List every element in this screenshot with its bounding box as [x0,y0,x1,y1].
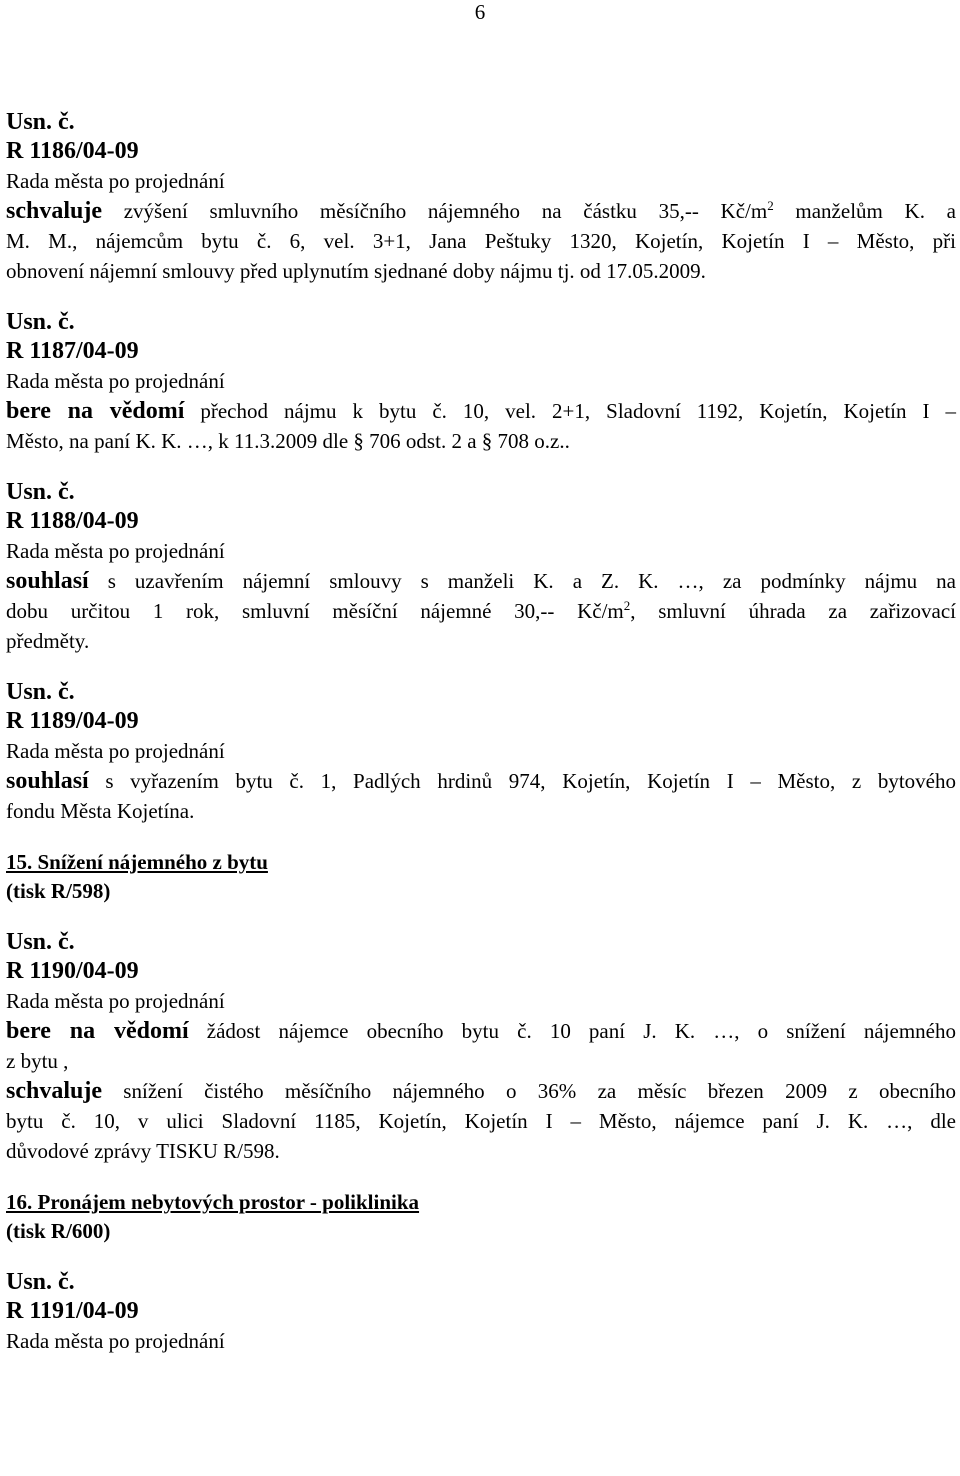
resolution-keyword: schvaluje [6,198,102,224]
resolution-keyword: souhlasí [6,568,89,594]
resolution-text-line: Město, na paní K. K. …, k 11.3.2009 dle § 706 odst. 2 a § 708 o.z.. [6,429,570,453]
usn-label: Usn. č. [6,929,75,955]
resolution-text-line: souhlasí s vyřazením bytu č. 1, Padlých hrdinů 974, Kojetín, Kojetín I – Město, z bytového [6,768,956,794]
section-title: 15. Snížení nájemného z bytu [6,850,268,874]
council-intro: Rada města po projednání [6,739,225,763]
usn-label: Usn. č. [6,1269,75,1295]
resolution-text-line: důvodové zprávy TISKU R/598. [6,1139,280,1163]
usn-label: Usn. č. [6,479,75,505]
document-body [6,108,956,1356]
resolution-number: R 1188/04-09 [6,508,139,534]
council-intro: Rada města po projednání [6,539,225,563]
resolution-block-1191 [6,1268,956,1356]
usn-label: Usn. č. [6,679,75,705]
resolution-text-line: bere na vědomí přechod nájmu k bytu č. 10, vel. 2+1, Sladovní 1192, Kojetín, Kojetín I – [6,398,956,424]
resolution-block-1186 [6,108,956,286]
resolution-text-line: fondu Města Kojetína. [6,799,195,823]
resolution-text-line: dobu určitou 1 rok, smluvní měsíční nájemné 30,-- $Kč/m^2$, smluvní úhrada za zařizovací [6,598,956,623]
resolution-number: R 1186/04-09 [6,138,139,164]
resolution-block-1190 [6,928,956,1166]
section-tisk: (tisk R/600) [6,1219,111,1243]
resolution-text-line: schvaluje snížení čistého měsíčního nájemného o 36% za měsíc březen 2009 z obecního [6,1078,956,1104]
resolution-number: R 1189/04-09 [6,708,139,734]
resolution-text-line: bytu č. 10, v ulici Sladovní 1185, Kojetín, Kojetín I – Město, nájemce paní J. K. …, dle [6,1109,956,1133]
resolution-text-line: souhlasí s uzavřením nájemní smlouvy s manželi K. a Z. K. …, za podmínky nájmu na [6,568,956,594]
resolution-block-1187 [6,308,956,456]
resolution-keyword: schvaluje [6,1078,102,1104]
resolution-text-line: předměty. [6,629,90,653]
resolution-block-1188 [6,478,956,656]
usn-label: Usn. č. [6,309,75,335]
resolution-block-1189 [6,678,956,826]
council-intro: Rada města po projednání [6,989,225,1013]
resolution-number: R 1187/04-09 [6,338,139,364]
resolution-keyword: bere na vědomí [6,398,185,424]
resolution-text-line: bere na vědomí žádost nájemce obecního bytu č. 10 paní J. K. …, o snížení nájemného [6,1018,956,1044]
council-intro: Rada města po projednání [6,169,225,193]
resolution-text-line: M. M., nájemcům bytu č. 6, vel. 3+1, Jana Peštuky 1320, Kojetín, Kojetín I – Město, při [6,229,956,253]
resolution-text-line: z bytu , [6,1049,69,1073]
resolution-keyword: bere na vědomí [6,1018,189,1044]
page-number: 6 [474,0,486,24]
resolution-number: R 1190/04-09 [6,958,139,984]
resolution-number: R 1191/04-09 [6,1298,139,1324]
council-intro: Rada města po projednání [6,369,225,393]
resolution-text-line: schvaluje zvýšení smluvního měsíčního nájemného na částku 35,-- $Kč/m^2$ manželům K. a [6,198,956,224]
section-tisk: (tisk R/598) [6,879,111,903]
section-15 [6,848,956,906]
council-intro: Rada města po projednání [6,1329,225,1353]
usn-label: Usn. č. [6,109,75,135]
section-title: 16. Pronájem nebytových prostor - poliklinika [6,1190,420,1214]
resolution-text-line: obnovení nájemní smlouvy před uplynutím sjednané doby nájmu tj. od 17.05.2009. [6,259,706,283]
resolution-keyword: souhlasí [6,768,89,794]
section-16 [6,1188,956,1246]
